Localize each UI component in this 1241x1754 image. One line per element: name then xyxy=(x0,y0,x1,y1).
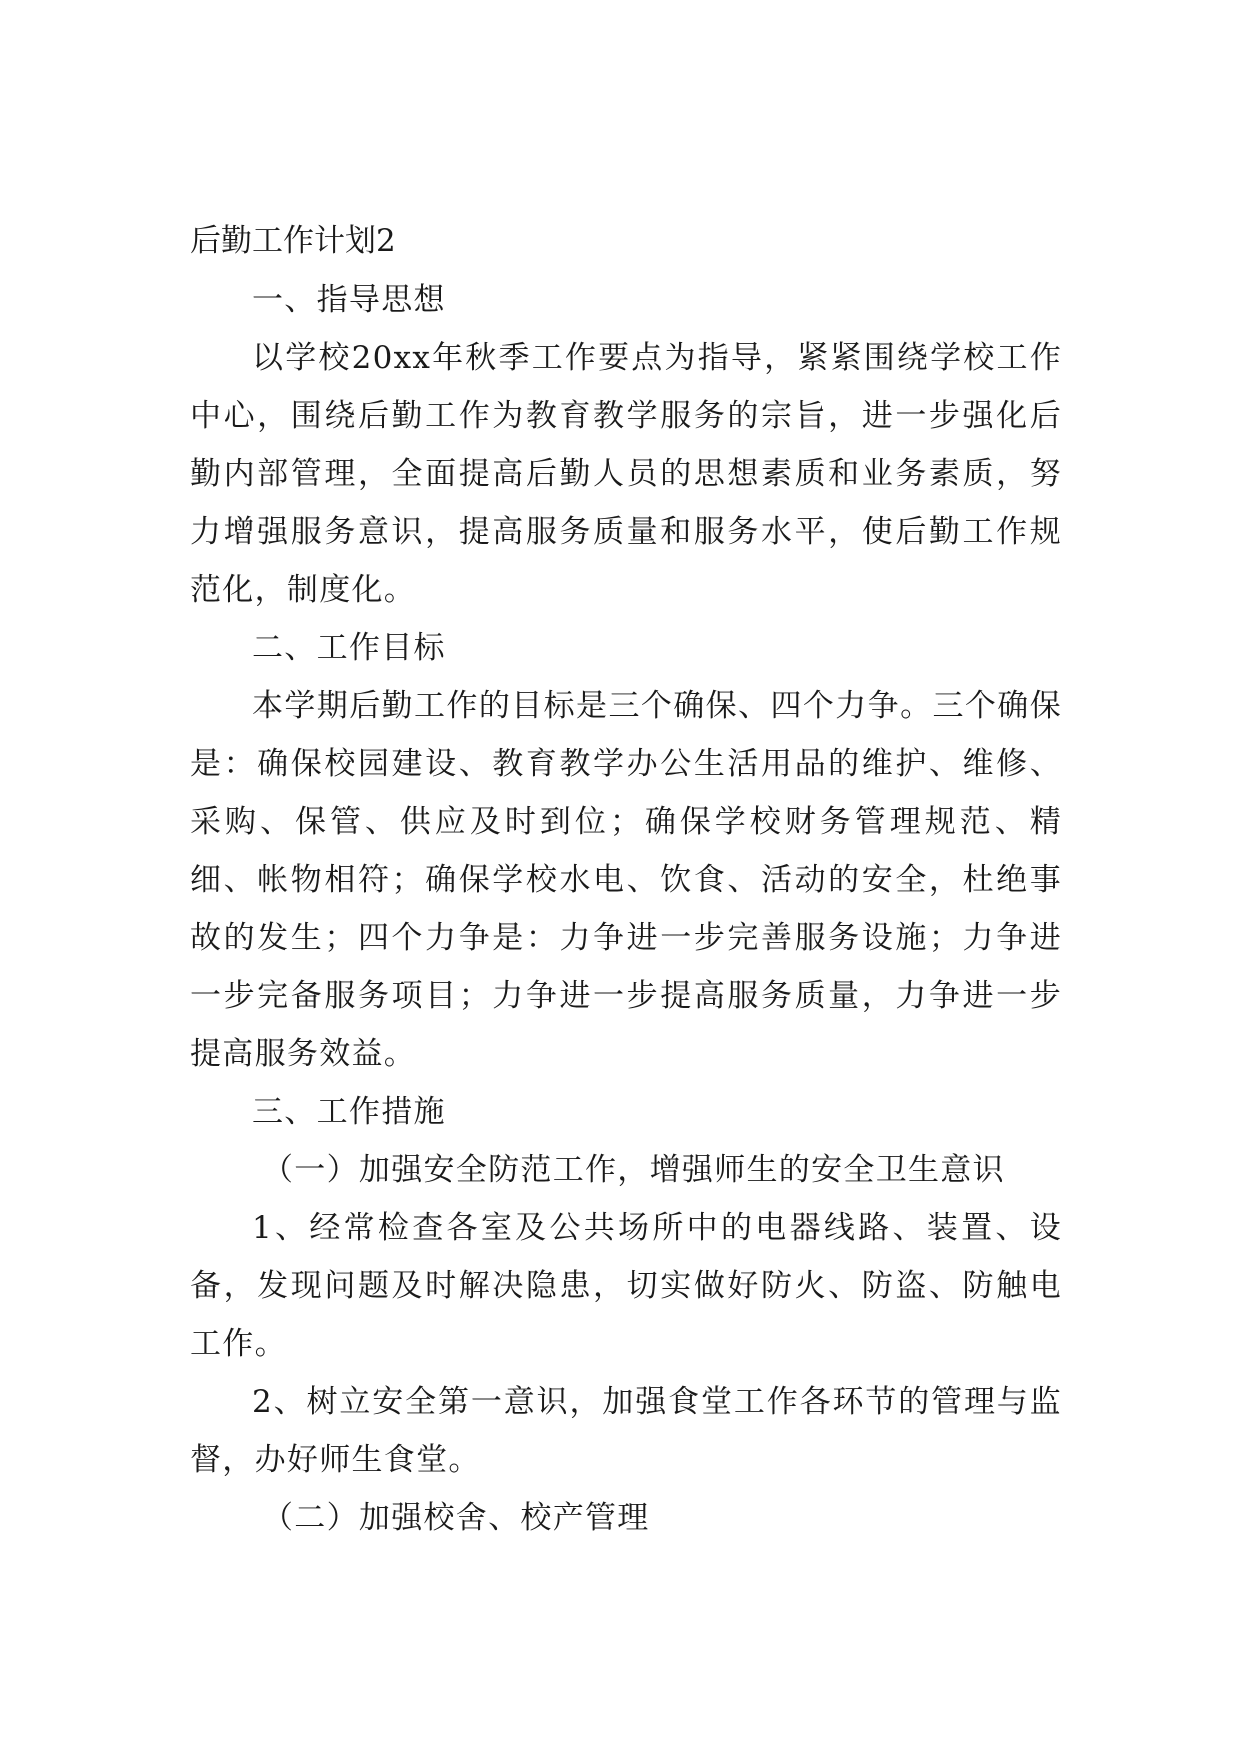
document-page xyxy=(190,211,1062,1547)
subsection-heading-safety: （一）加强安全防范工作，增强师生的安全卫生意识 xyxy=(262,1152,1005,1188)
section-heading-work-measures: 三、工作措施 xyxy=(252,1094,446,1130)
section-heading-guiding-ideology: 一、指导思想 xyxy=(252,282,446,318)
paragraph-measure-2: 2、树立安全第一意识，加强食堂工作各环节的管理与监督，办好师生食堂。 xyxy=(190,1384,1062,1478)
paragraph-work-goals: 本学期后勤工作的目标是三个确保、四个力争。三个确保是：确保校园建设、教育教学办公生活用品的维护、维修、采购、保管、供应及时到位；确保学校财务管理规范、精细、帐物相符；确保学校水电、饮食、活动的安全，杜绝事故的发生；四个力争是：力争进一步完善服务设施；力争进一步完备服务项目；力争进一步提高服务质量，力争进一步提高服务效益。 xyxy=(190,688,1062,1072)
paragraph-guiding-ideology: 以学校20xx年秋季工作要点为指导，紧紧围绕学校工作中心，围绕后勤工作为教育教学服务的宗旨，进一步强化后勤内部管理，全面提高后勤人员的思想素质和业务素质，努力增强服务意识，提高服务质量和服务水平，使后勤工作规范化，制度化。 xyxy=(190,340,1062,608)
paragraph-measure-1: 1、经常检查各室及公共场所中的电器线路、装置、设备，发现问题及时解决隐患，切实做好防火、防盗、防触电工作。 xyxy=(190,1210,1062,1362)
subsection-heading-school-property: （二）加强校舍、校产管理 xyxy=(262,1500,650,1536)
section-heading-work-goals: 二、工作目标 xyxy=(252,630,446,666)
document-title: 后勤工作计划2 xyxy=(190,223,396,259)
